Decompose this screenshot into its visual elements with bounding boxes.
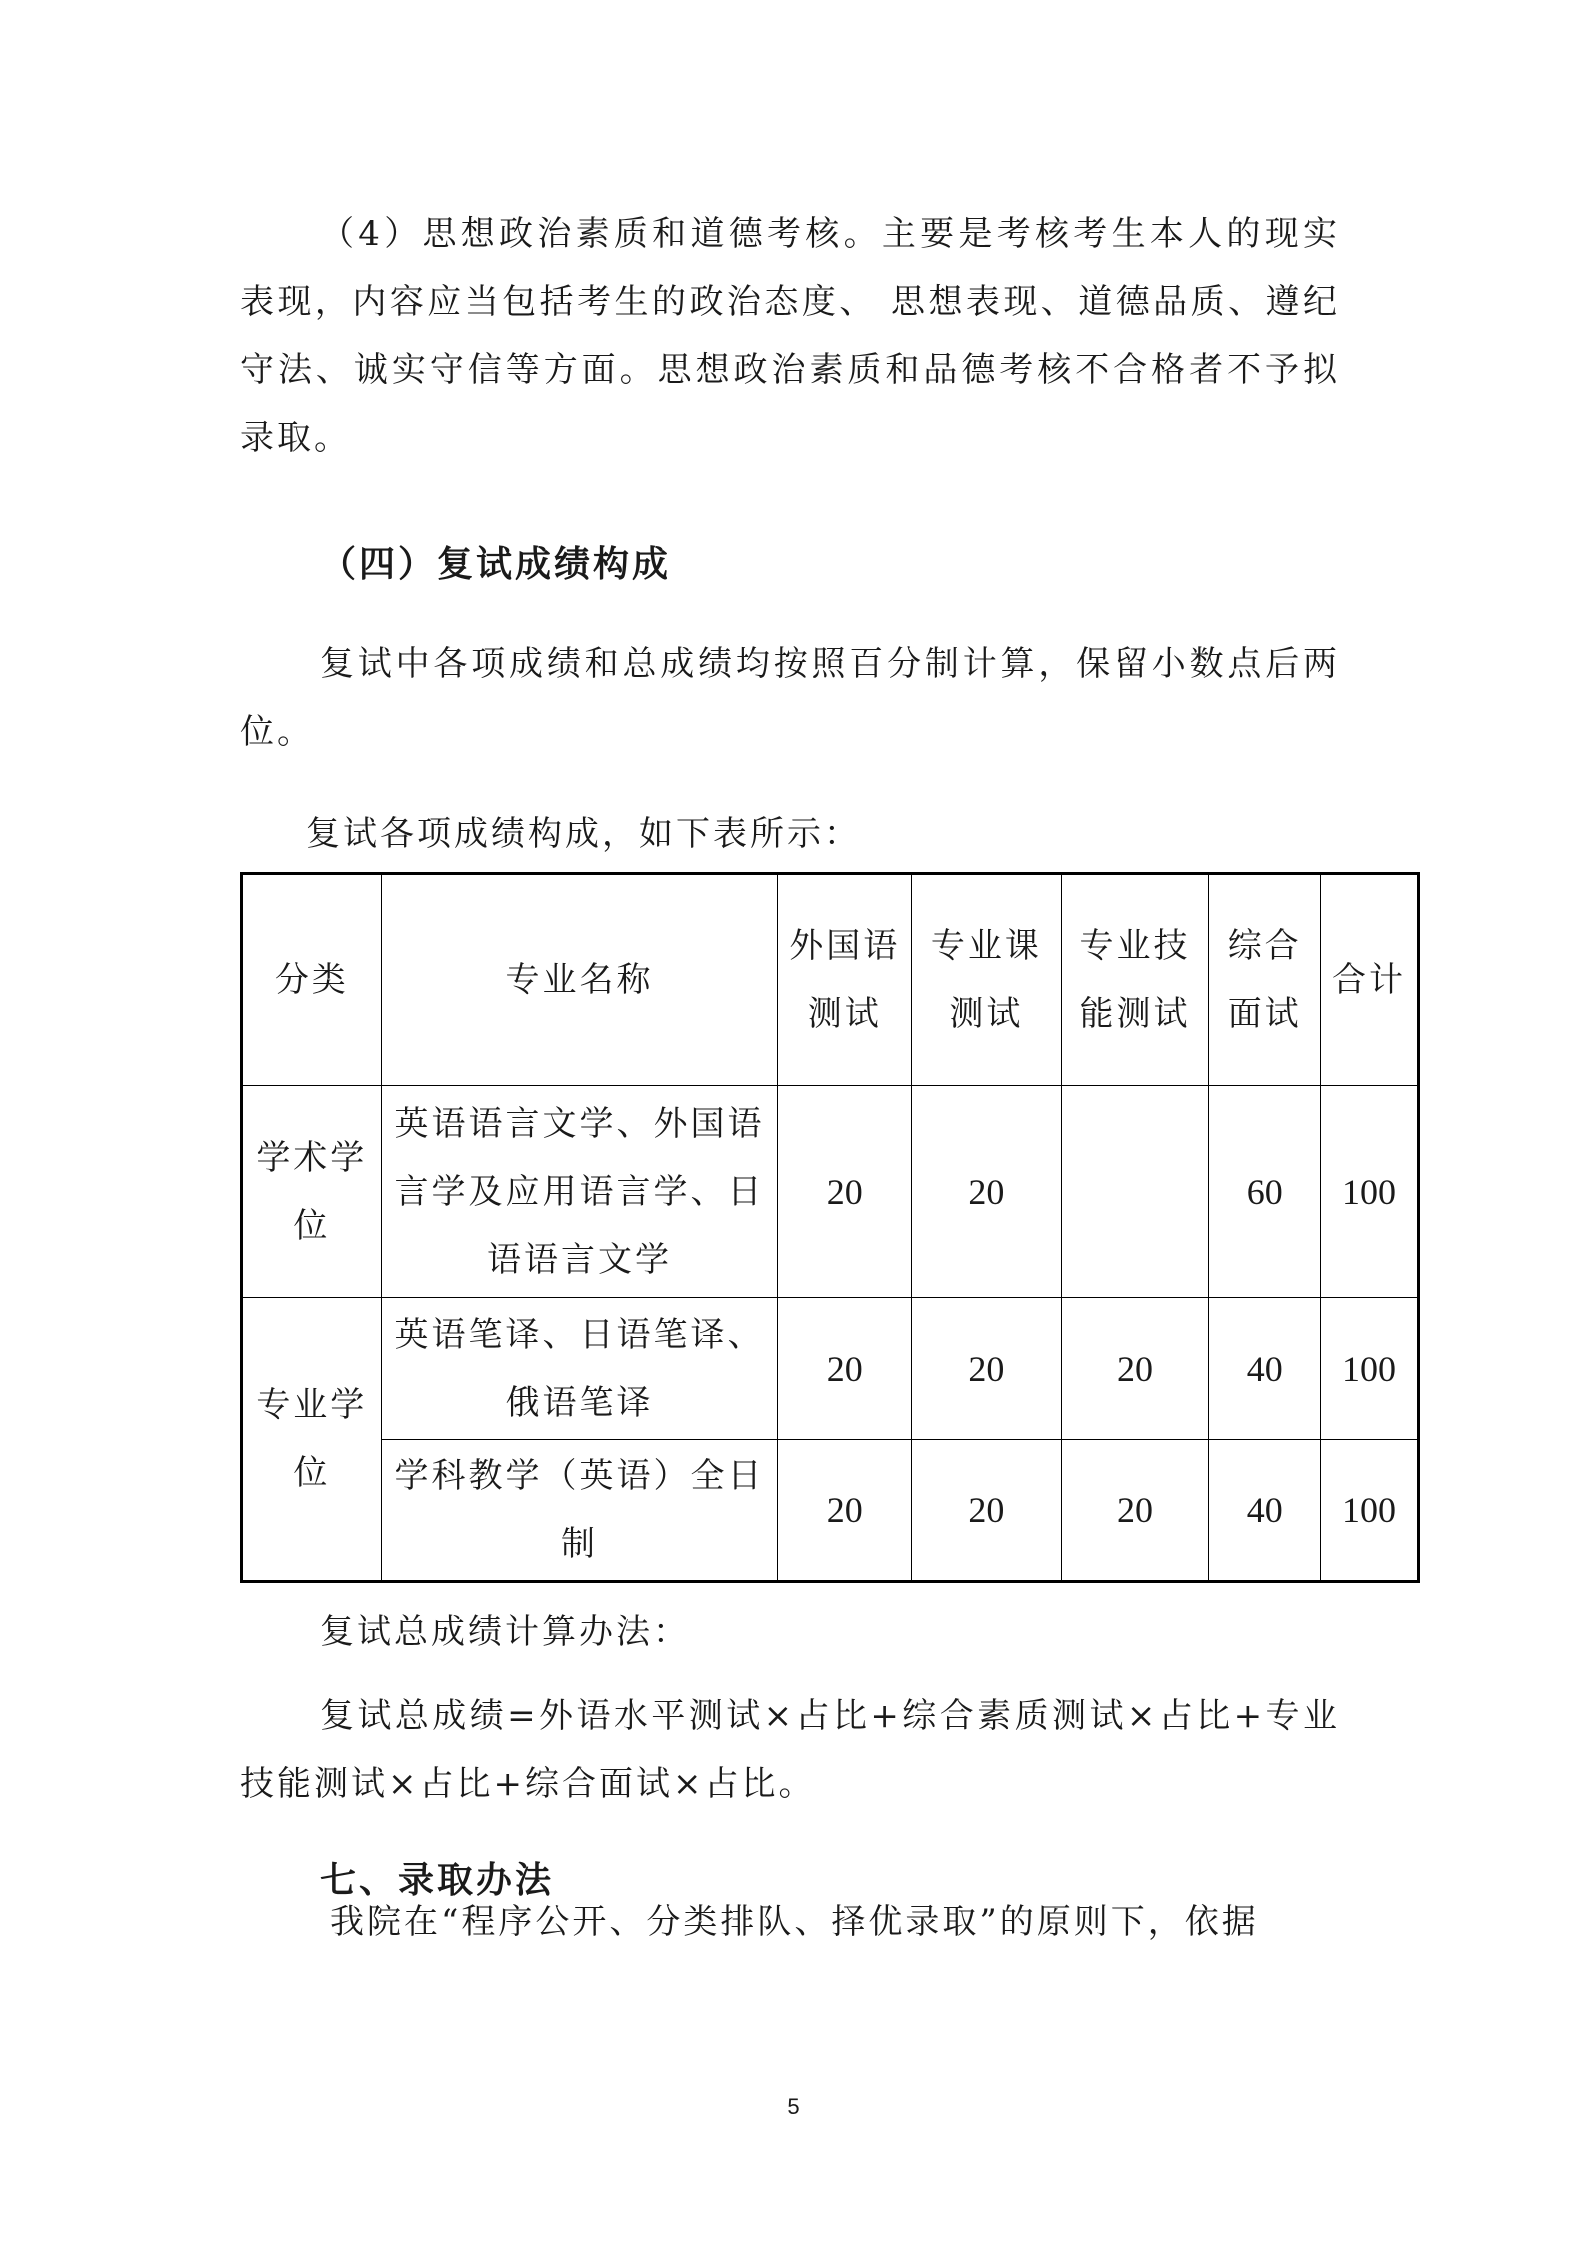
paragraph-score-calculation: 复试中各项成绩和总成绩均按照百分制计算，保留小数点后两位。 [240, 644, 1340, 752]
table-header-row [242, 874, 1419, 1086]
page-number: 5 [787, 2094, 800, 2119]
header-foreign-language-test: 外国语测试 [778, 874, 912, 1086]
paragraph-total-score-formula: 复试总成绩=外语水平测试×占比+综合素质测试×占比+专业技能测试×占比+综合面试×占比。 [240, 1696, 1340, 1804]
foreign-score-cell: 20 [778, 1086, 912, 1298]
course-score-cell: 20 [912, 1440, 1062, 1582]
table-row [242, 1086, 1419, 1298]
interview-score-cell: 40 [1209, 1298, 1321, 1440]
header-major-name: 专业名称 [381, 874, 778, 1086]
section-heading-admission: 七、录取办法 [320, 1860, 555, 1901]
major-cell: 学科教学（英语）全日制 [381, 1440, 778, 1582]
course-score-cell: 20 [912, 1298, 1062, 1440]
paragraph-moral-assessment: （4）思想政治素质和道德考核。主要是考核考生本人的现实表现，内容应当包括考生的政治态度、 思想表现、道德品质、遵纪守法、诚实守信等方面。思想政治素质和品德考核不合格者不予拟录取。 [240, 214, 1340, 458]
major-cell: 英语语言文学、外国语言学及应用语言学、日语语言文学 [381, 1086, 778, 1298]
foreign-score-cell: 20 [778, 1440, 912, 1582]
major-cell: 英语笔译、日语笔译、俄语笔译 [381, 1298, 778, 1440]
score-composition-table [240, 872, 1420, 1583]
header-category: 分类 [242, 874, 382, 1086]
header-total: 合计 [1321, 874, 1419, 1086]
skill-score-cell: 20 [1061, 1440, 1209, 1582]
category-academic: 学术学位 [242, 1086, 382, 1298]
total-score-cell: 100 [1321, 1298, 1419, 1440]
course-score-cell: 20 [912, 1086, 1062, 1298]
skill-score-cell [1061, 1086, 1209, 1298]
header-interview: 综合面试 [1209, 874, 1321, 1086]
table-row [242, 1440, 1419, 1582]
table-row [242, 1298, 1419, 1440]
interview-score-cell: 40 [1209, 1440, 1321, 1582]
header-course-test: 专业课测试 [912, 874, 1062, 1086]
paragraph-admission-principle: 我院在“程序公开、分类排队、择优录取”的原则下，依据 [330, 1902, 1259, 1942]
skill-score-cell: 20 [1061, 1298, 1209, 1440]
header-skill-test: 专业技能测试 [1061, 874, 1209, 1086]
interview-score-cell: 60 [1209, 1086, 1321, 1298]
paragraph-total-score-method: 复试总成绩计算办法： [320, 1612, 690, 1652]
foreign-score-cell: 20 [778, 1298, 912, 1440]
total-score-cell: 100 [1321, 1086, 1419, 1298]
category-professional: 专业学位 [242, 1298, 382, 1582]
paragraph-table-intro: 复试各项成绩构成，如下表所示： [306, 814, 861, 854]
total-score-cell: 100 [1321, 1440, 1419, 1582]
section-heading-score-composition: （四）复试成绩构成 [320, 544, 672, 585]
